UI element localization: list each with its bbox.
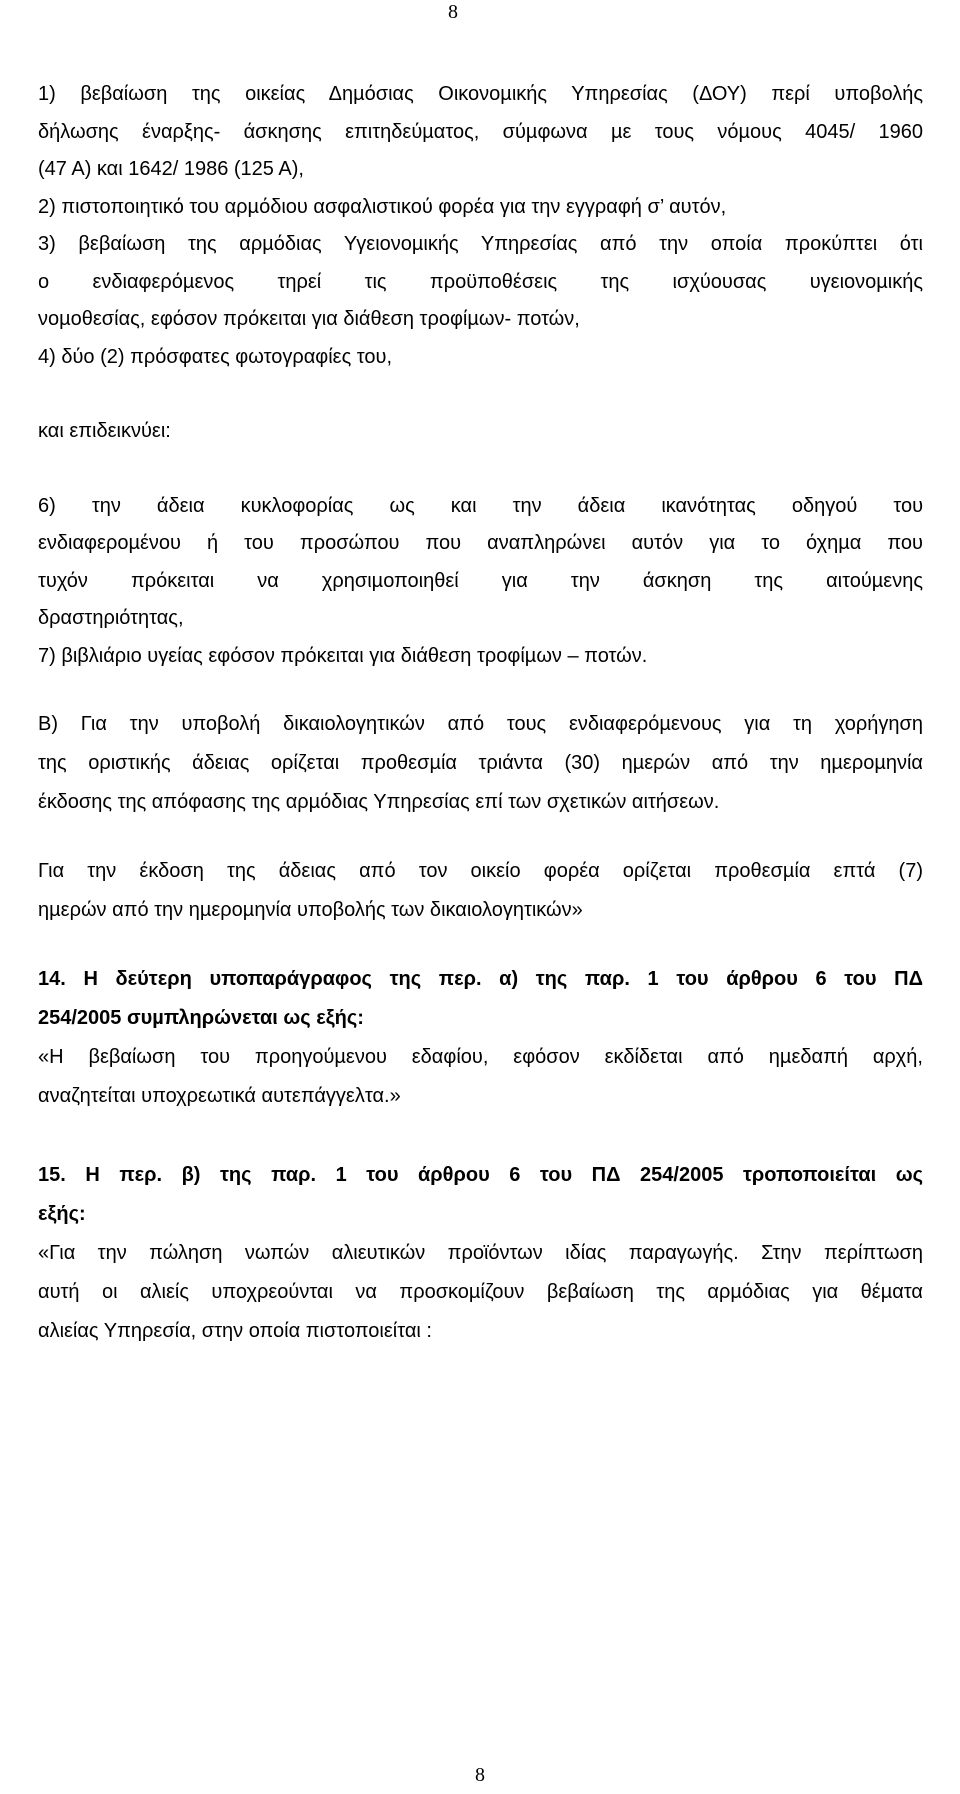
list-line: (47 Α) και 1642/ 1986 (125 Α), bbox=[38, 158, 304, 180]
section-15 bbox=[38, 1156, 923, 1351]
list-line: τυχόν πρόκειται να χρησιµοποιηθεί για την άσκηση της αιτούµενης bbox=[38, 569, 923, 592]
list-line: δραστηριότητας, bbox=[38, 607, 184, 629]
list-line: 4) δύο (2) πρόσφατες φωτογραφίες του, bbox=[38, 345, 393, 368]
paragraph-line: Για την έκδοση της άδειας από τον οικείο φορέα ορίζεται προθεσµία επτά (7) bbox=[38, 860, 923, 882]
section-heading: 14. Η δεύτερη υποπαράγραφος της περ. α) της παρ. 1 του άρθρου 6 του ΠΔ bbox=[38, 968, 923, 990]
paragraph-line: Β) Για την υποβολή δικαιολογητικών από τους ενδιαφερόµενους για τη χορήγηση bbox=[38, 713, 923, 735]
section-heading: εξής: bbox=[38, 1203, 86, 1225]
quote-line: αλιείας Υπηρεσία, στην οποία πιστοποιείται : bbox=[38, 1320, 432, 1342]
list-line: ο ενδιαφερόµενος τηρεί τις προϋποθέσεις της ισχύουσας υγειονοµικής bbox=[38, 270, 923, 293]
quote-line: αυτή οι αλιείς υποχρεούνται να προσκοµίζουν βεβαίωση της αρµόδιας για θέµατα bbox=[38, 1281, 923, 1303]
quote-line: «Η βεβαίωση του προηγούµενου εδαφίου, εφόσον εκδίδεται από ηµεδαπή αρχή, bbox=[38, 1046, 923, 1068]
paragraph-line: ηµερών από την ηµεροµηνία υποβολής των δικαιολογητικών» bbox=[38, 899, 583, 921]
list-line: δήλωσης έναρξης- άσκησης επιτηδεύµατος, σύµφωνα µε τους νόµους 4045/ 1960 bbox=[38, 120, 923, 143]
list-line: 1) βεβαίωση της οικείας Δηµόσιας Οικονοµικής Υπηρεσίας (ΔΟΥ) περί υποβολής bbox=[38, 83, 923, 105]
list-line: 7) βιβλιάριο υγείας εφόσον πρόκειται για διάθεση τροφίµων – ποτών. bbox=[38, 644, 648, 667]
paragraph-line: έκδοσης της απόφασης της αρµόδιας Υπηρεσίας επί των σχετικών αιτήσεων. bbox=[38, 791, 720, 813]
list-line: νοµοθεσίας, εφόσον πρόκειται για διάθεση τροφίµων- ποτών, bbox=[38, 308, 580, 330]
list-b bbox=[38, 488, 923, 676]
document-body bbox=[38, 76, 923, 1351]
paragraph-b bbox=[38, 705, 923, 822]
page-number-bottom: 8 bbox=[475, 1764, 485, 1786]
list-a bbox=[38, 76, 923, 376]
section-14 bbox=[38, 960, 923, 1116]
quote-line: αναζητείται υποχρεωτικά αυτεπάγγελτα.» bbox=[38, 1085, 401, 1107]
section-heading: 254/2005 συµπληρώνεται ως εξής: bbox=[38, 1007, 364, 1029]
paragraph-line: της οριστικής άδειας ορίζεται προθεσµία τριάντα (30) ηµερών από την ηµεροµηνία bbox=[38, 752, 923, 774]
intro-b: και επιδεικνύει: bbox=[38, 420, 171, 442]
page-number-top: 8 bbox=[448, 1, 458, 23]
list-line: 2) πιστοποιητικό του αρµόδιου ασφαλιστικού φορέα για την εγγραφή σ’ αυτόν, bbox=[38, 195, 727, 218]
section-heading: 15. Η περ. β) της παρ. 1 του άρθρου 6 του ΠΔ 254/2005 τροποποιείται ως bbox=[38, 1164, 923, 1186]
paragraph-issue bbox=[38, 852, 923, 930]
list-line: ενδιαφεροµένου ή του προσώπου που αναπληρώνει αυτόν για το όχηµα που bbox=[38, 532, 923, 554]
list-line: 3) βεβαίωση της αρµόδιας Υγειονοµικής Υπηρεσίας από την οποία προκύπτει ότι bbox=[38, 233, 923, 255]
quote-line: «Για την πώληση νωπών αλιευτικών προϊόντων ιδίας παραγωγής. Στην περίπτωση bbox=[38, 1242, 923, 1264]
list-line: 6) την άδεια κυκλοφορίας ως και την άδεια ικανότητας οδηγού του bbox=[38, 494, 923, 517]
